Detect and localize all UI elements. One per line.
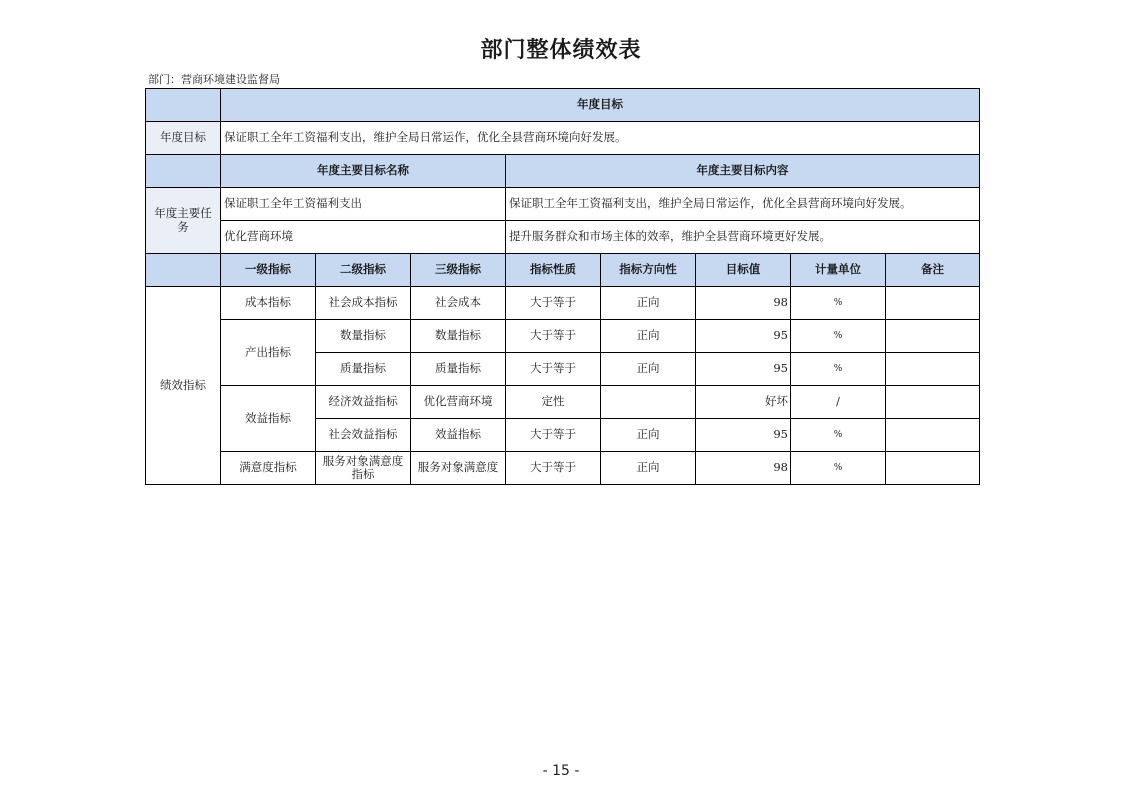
nature-cell: 大于等于	[506, 320, 601, 353]
remark-cell	[886, 386, 980, 419]
level1-cell: 产出指标	[221, 320, 316, 386]
annual-task-label: 年度主要任务	[146, 188, 221, 254]
unit-cell: /	[791, 386, 886, 419]
remark-cell	[886, 419, 980, 452]
level2-cell: 数量指标	[316, 320, 411, 353]
target-cell: 好坏	[696, 386, 791, 419]
task-name-cell: 保证职工全年工资福利支出	[221, 188, 506, 221]
target-header: 目标值	[696, 254, 791, 287]
header-blank-cell	[146, 89, 221, 122]
indicator-row	[146, 320, 980, 353]
level1-header: 一级指标	[221, 254, 316, 287]
level2-cell: 服务对象满意度指标	[316, 452, 411, 485]
level2-cell: 社会效益指标	[316, 419, 411, 452]
remark-header: 备注	[886, 254, 980, 287]
level2-cell: 经济效益指标	[316, 386, 411, 419]
indicator-header-row	[146, 254, 980, 287]
nature-cell: 大于等于	[506, 419, 601, 452]
task-content-cell: 提升服务群众和市场主体的效率，维护全县营商环境更好发展。	[506, 221, 980, 254]
task-name-header: 年度主要目标名称	[221, 155, 506, 188]
level2-cell: 社会成本指标	[316, 287, 411, 320]
annual-goal-header: 年度目标	[221, 89, 980, 122]
level3-cell: 效益指标	[411, 419, 506, 452]
level3-cell: 质量指标	[411, 353, 506, 386]
page-number: - 15 -	[542, 763, 580, 779]
annual-goal-label: 年度目标	[146, 122, 221, 155]
level3-cell: 数量指标	[411, 320, 506, 353]
level2-header: 二级指标	[316, 254, 411, 287]
nature-cell: 大于等于	[506, 287, 601, 320]
indicator-row	[146, 452, 980, 485]
unit-header: 计量单位	[791, 254, 886, 287]
target-cell: 98	[696, 287, 791, 320]
direction-cell: 正向	[601, 452, 696, 485]
level3-cell: 服务对象满意度	[411, 452, 506, 485]
unit-cell: %	[791, 353, 886, 386]
direction-cell	[601, 386, 696, 419]
task-content-header: 年度主要目标内容	[506, 155, 980, 188]
level3-cell: 优化营商环境	[411, 386, 506, 419]
direction-cell: 正向	[601, 320, 696, 353]
task-row	[146, 188, 980, 221]
target-cell: 95	[696, 320, 791, 353]
direction-cell: 正向	[601, 287, 696, 320]
annual-goal-content: 保证职工全年工资福利支出，维护全局日常运作，优化全县营商环境向好发展。	[221, 122, 980, 155]
task-header-blank-cell	[146, 155, 221, 188]
nature-cell: 定性	[506, 386, 601, 419]
task-name-cell: 优化营商环境	[221, 221, 506, 254]
department-line: 部门：营商环境建设监督局	[148, 73, 280, 86]
remark-cell	[886, 353, 980, 386]
nature-cell: 大于等于	[506, 452, 601, 485]
level3-header: 三级指标	[411, 254, 506, 287]
level2-cell: 质量指标	[316, 353, 411, 386]
task-content-cell: 保证职工全年工资福利支出，维护全局日常运作，优化全县营商环境向好发展。	[506, 188, 980, 221]
level1-cell: 效益指标	[221, 386, 316, 452]
task-row	[146, 221, 980, 254]
nature-cell: 大于等于	[506, 353, 601, 386]
nature-header: 指标性质	[506, 254, 601, 287]
target-cell: 98	[696, 452, 791, 485]
unit-cell: %	[791, 452, 886, 485]
indicator-row	[146, 386, 980, 419]
remark-cell	[886, 452, 980, 485]
task-header-row	[146, 155, 980, 188]
level3-cell: 社会成本	[411, 287, 506, 320]
target-cell: 95	[696, 419, 791, 452]
unit-cell: %	[791, 320, 886, 353]
performance-table	[145, 88, 980, 485]
annual-goal-header-row	[146, 89, 980, 122]
level1-cell: 满意度指标	[221, 452, 316, 485]
indicator-row	[146, 287, 980, 320]
direction-cell: 正向	[601, 353, 696, 386]
page-title: 部门整体绩效表	[480, 38, 642, 63]
unit-cell: %	[791, 287, 886, 320]
unit-cell: %	[791, 419, 886, 452]
level1-cell: 成本指标	[221, 287, 316, 320]
direction-cell: 正向	[601, 419, 696, 452]
target-cell: 95	[696, 353, 791, 386]
indicator-header-blank-cell	[146, 254, 221, 287]
direction-header: 指标方向性	[601, 254, 696, 287]
remark-cell	[886, 320, 980, 353]
remark-cell	[886, 287, 980, 320]
performance-indicator-label: 绩效指标	[146, 287, 221, 485]
annual-goal-row	[146, 122, 980, 155]
